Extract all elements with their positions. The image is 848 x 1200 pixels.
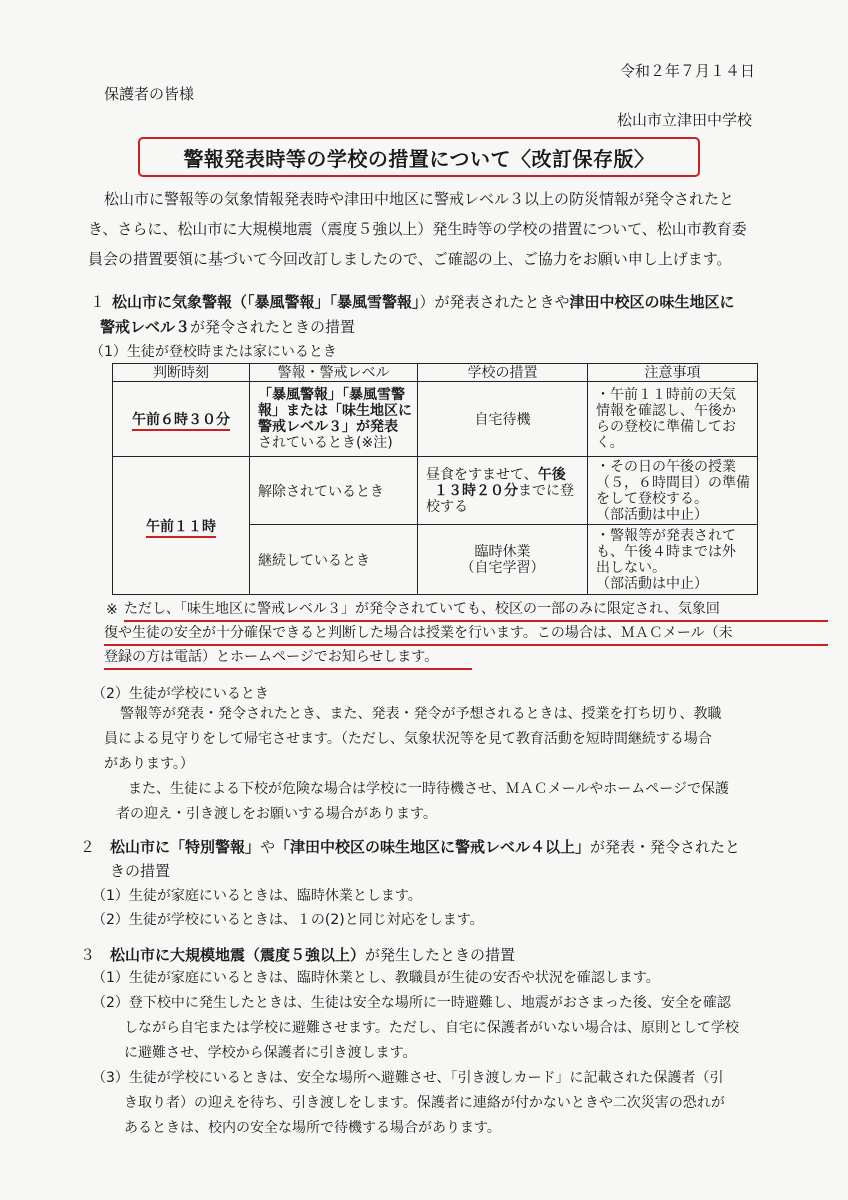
section1-heading-normal: が発令されたときの措置 [190, 318, 356, 336]
section2-item: （1）生徒が家庭にいるときは、臨時休業とします。 [92, 888, 422, 904]
section3-item-line: （2）登下校中に発生したときは、生徒は安全な場所に一時避難し、地震がおさまった後、安全を確認 [92, 995, 731, 1011]
cell-line: く。 [596, 435, 624, 451]
section1-heading-bold: 津田中校区の味生地区に [569, 293, 735, 311]
cell-text-bold: １３時２０分 [434, 482, 518, 499]
body-line: 者の迎え・引き渡しをお願いする場合があります。 [116, 806, 437, 822]
cell-line: （自宅学習） [460, 559, 545, 576]
cell-line: 情報を確認し、午後か [596, 403, 736, 419]
section2-item: （2）生徒が学校にいるときは、１の(2)と同じ対応をします。 [92, 912, 484, 928]
issue-date: 令和２年７月１４日 [620, 62, 756, 80]
recipient: 保護者の皆様 [104, 85, 195, 103]
notes-cell [588, 525, 758, 595]
section1-heading-normal: ）が発表されたときや [419, 293, 570, 311]
note-paragraph [104, 597, 733, 669]
alert-cell: 継続しているとき [250, 525, 418, 595]
body-line: 警報等が発表・発令されたとき、また、発表・発令が予想されるときは、授業を打ち切り、教職 [120, 706, 722, 722]
cell-line: 警戒レベル３」が発表 [258, 419, 398, 435]
time-value: 午前１１時 [146, 519, 216, 538]
cell-line: 校する [426, 498, 468, 515]
sender: 松山市立津田中学校 [617, 111, 753, 129]
section3-items [92, 966, 739, 1141]
cell-line: も、午後４時までは外 [596, 543, 736, 560]
note-mark: ※ [106, 602, 118, 618]
section3-heading [110, 944, 515, 965]
intro-line: き、さらに、松山市に大規模地震（震度５強以上）発生時等の学校の措置について、松山市教育委 [88, 220, 747, 238]
note-line: 登録の方は電話）とホームページでお知らせします。 [104, 649, 439, 665]
cell-text: までに登 [518, 482, 574, 499]
section2-heading-line2: きの措置 [110, 862, 171, 880]
measures-table [112, 363, 758, 595]
note-underline [124, 620, 828, 622]
cell-line: 「暴風警報」「暴風雪警 [258, 387, 405, 403]
cell-line: をして登校する。 [596, 490, 708, 507]
document-title [138, 137, 700, 177]
table-row [113, 457, 758, 525]
section2-number: ２ [80, 838, 96, 856]
intro-paragraph [88, 184, 747, 274]
alert-cell: 解除されているとき [250, 457, 418, 525]
table-header-cell: 警報・警戒レベル [250, 364, 418, 382]
action-cell [418, 525, 588, 595]
section3-item-line: き取り者）の迎えを待ち、引き渡しをします。保護者に連絡が付かないときや二次災害の恐れが [124, 1095, 725, 1111]
table-header-row [113, 364, 758, 382]
cell-line: ・警報等が発表されて [596, 527, 736, 544]
cell-line: 報」または「味生地区に [258, 403, 412, 419]
notes-cell [588, 457, 758, 525]
note-line: ただし、「味生地区に警戒レベル３」が発令されていても、校区の一部のみに限定され、気象回 [124, 601, 720, 617]
time-cell [113, 382, 250, 457]
section3-item-line: あるときは、校内の安全な場所で待機する場合があります。 [124, 1120, 501, 1136]
cell-line: ・午前１１時前の天気 [596, 387, 736, 403]
note-underline [104, 644, 828, 646]
subsection-2-body [104, 702, 729, 827]
table-row [113, 382, 758, 457]
cell-line: ・その日の午後の授業 [596, 458, 736, 475]
section3-item-line: （3）生徒が学校にいるときは、安全な場所へ避難させ、「引き渡しカード」に記載された保護者（引 [92, 1070, 724, 1086]
section1-number: １ [90, 293, 106, 311]
section3-heading-bold: 松山市に大規模地震（震度５強以上） [110, 946, 366, 964]
cell-line: （部活動は中止） [596, 575, 708, 592]
section2-heading-bold: 松山市に「特別警報」 [110, 838, 261, 856]
table-header-cell: 注意事項 [588, 364, 758, 382]
section3-item-line: しながら自宅または学校に避難させます。ただし、自宅に保護者がいない場合は、原則として学校 [124, 1020, 739, 1036]
section1-heading-line1 [112, 291, 735, 312]
subsection-1-heading: （1）生徒が登校時または家にいるとき [90, 344, 337, 360]
section1-heading-bold: 警戒レベル３ [100, 318, 191, 336]
cell-line: 臨時休業 [474, 543, 531, 560]
table-header-cell: 学校の措置 [418, 364, 588, 382]
body-line: があります。） [104, 756, 194, 772]
action-cell: 自宅待機 [418, 382, 588, 457]
note-line: 復や生徒の安全が十分確保できると判断した場合は授業を行います。この場合は、ＭＡＣメール（未 [104, 625, 733, 641]
subsection-2-heading: （2）生徒が学校にいるとき [92, 686, 269, 702]
section2-heading-normal: や [260, 838, 276, 856]
cell-line [426, 467, 583, 483]
notes-cell [588, 382, 758, 457]
section3-heading-normal: が発生したときの措置 [365, 946, 516, 964]
cell-line: されているとき(※注) [258, 435, 393, 451]
section2-heading-bold: 「津田中校区の味生地区に警戒レベル４以上」 [275, 838, 591, 856]
action-cell [418, 457, 588, 525]
intro-line: 松山市に警報等の気象情報発表時や津田中地区に警戒レベル３以上の防災情報が発令されたと [104, 190, 735, 208]
cell-line [426, 483, 583, 499]
cell-text-bold: 午後 [537, 466, 566, 483]
section2-heading-line1 [110, 836, 740, 857]
intro-line: 員会の措置要領に基づいて今回改訂しましたので、ご確認の上、ご協力をお願い申し上げます。 [88, 250, 732, 268]
cell-line: 出しない。 [596, 559, 666, 576]
section1-heading-line2 [100, 316, 355, 337]
section3-item-line: （1）生徒が家庭にいるときは、臨時休業とし、教職員が生徒の安否や状況を確認します。 [92, 970, 660, 986]
cell-line: （５，６時間目）の準備 [596, 474, 750, 491]
section2-heading-normal: が発表・発令されたと [590, 838, 741, 856]
document-title-text: 警報発表時等の学校の措置について〈改訂保存版〉 [183, 146, 655, 171]
cell-text: 昼食をすませて、 [426, 466, 538, 483]
note-underline [104, 668, 472, 670]
table-header-cell: 判断時刻 [113, 364, 250, 382]
cell-line: らの登校に準備してお [596, 419, 736, 435]
cell-line: （部活動は中止） [596, 506, 708, 523]
section3-item-line: に避難させ、学校から保護者に引き渡します。 [124, 1045, 417, 1061]
time-cell [113, 457, 250, 595]
alert-cell [250, 382, 418, 457]
section3-number: ３ [80, 946, 96, 964]
time-value: 午前６時３０分 [132, 412, 230, 431]
body-line: また、生徒による下校が危険な場合は学校に一時待機させ、ＭＡＣメールやホームページで保護 [128, 781, 730, 797]
body-line: 員による見守りをして帰宅させます。（ただし、気象状況等を見て教育活動を短時間継続する場合 [104, 731, 712, 747]
section1-heading-bold: 松山市に気象警報（「暴風警報」「暴風雪警報」 [112, 293, 420, 311]
